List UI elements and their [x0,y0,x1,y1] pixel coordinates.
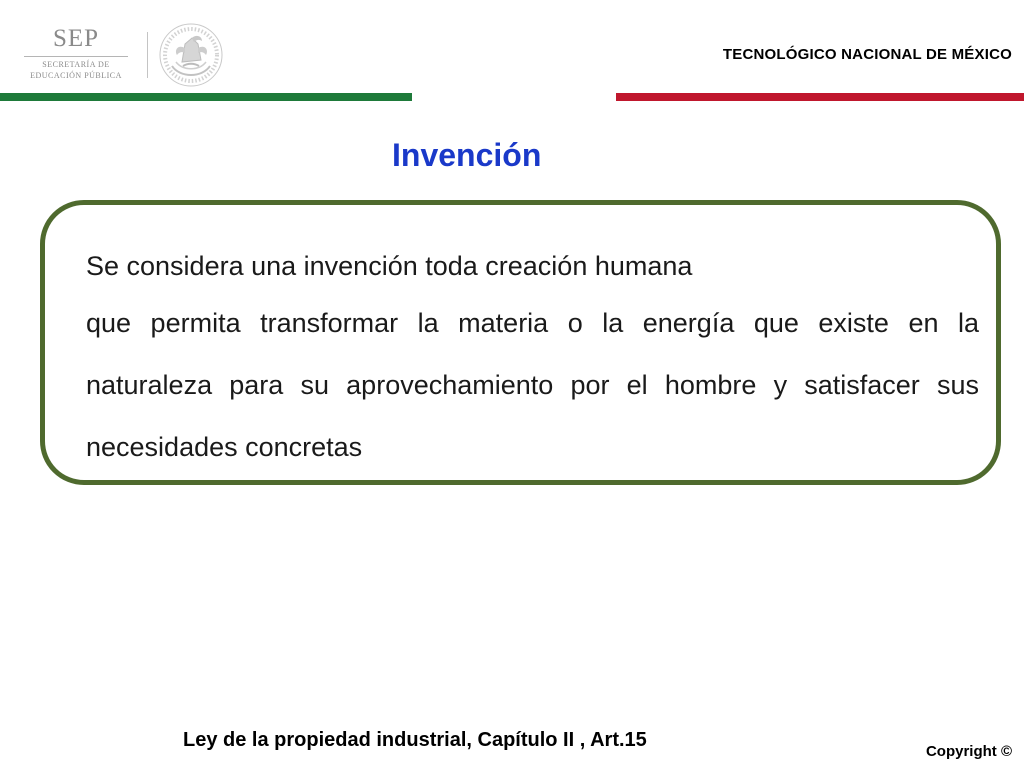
sep-logo-line1: SECRETARÍA DE [42,60,110,69]
copyright-notice: Copyright © [925,743,1012,760]
sep-logo-title: SEP [52,25,100,52]
sep-logo-line2: EDUCACIÓN PÚBLICA [30,71,122,80]
logo-divider [147,32,148,78]
sep-logo [20,24,132,84]
definition-line-1: Se considera una invención toda creación humana [86,251,693,281]
header-stripe-red [616,93,1024,101]
organization-name: TECNOLÓGICO NACIONAL DE MÉXICO [722,46,1012,63]
definition-text [86,235,979,478]
source-citation: Ley de la propiedad industrial, Capítulo II , Art.15 [183,729,647,751]
definition-card [40,200,1001,485]
sep-logo-rule [24,56,128,57]
definition-paragraph: que permita transformar la materia o la energía que existe en la naturaleza para su aprovechamiento por el hombre y satisfacer sus necesidades concretas [86,308,979,462]
header-stripe-green [0,93,412,101]
mexican-coat-of-arms-seal-icon [158,22,224,88]
slide-title: Invención [392,137,542,173]
